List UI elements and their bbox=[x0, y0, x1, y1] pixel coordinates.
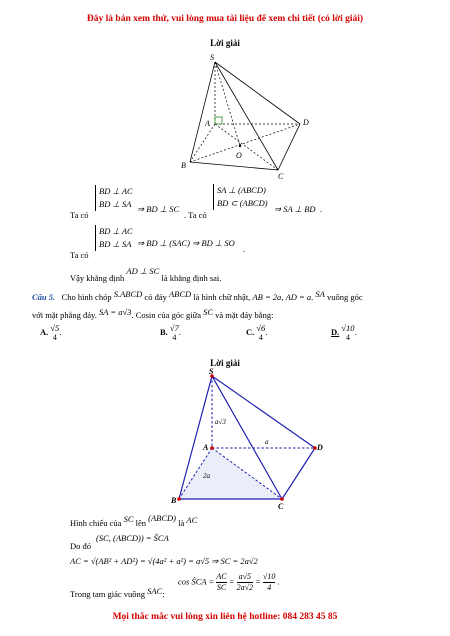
system-3: BD ⊥ AC BD ⊥ SA bbox=[95, 225, 133, 251]
option-d[interactable]: D. √10 4 . bbox=[331, 323, 357, 342]
option-c[interactable]: C. √6 4 . bbox=[246, 323, 268, 342]
ac-equation: AC = √(AB² + AD²) = √(4a² + a²) = a√5 ⇒ SC = 2a√2 bbox=[70, 556, 258, 566]
vertex-label-O: O bbox=[236, 151, 242, 160]
option-b[interactable]: B. √7 4 . bbox=[160, 323, 181, 342]
vertex-label-S: S bbox=[209, 368, 214, 376]
vertex-label-S: S bbox=[210, 53, 214, 62]
question-5-line-2: với mặt phẳng đáy. SA = a√3. Cosin của góc giữa SC và mặt đáy bằng: bbox=[32, 307, 274, 320]
vertex-label-D: D bbox=[303, 118, 309, 127]
pyramid-figure-2 bbox=[165, 368, 335, 513]
pyramid-figure-1 bbox=[170, 52, 320, 180]
question-5-line-1: Câu 5. Cho hình chóp S.ABCD có đáy ABCD là hình chữ nhật, AB = 2a, AD = a. SA vuông góc bbox=[32, 289, 363, 302]
vertex-label-B: B bbox=[181, 161, 186, 170]
hotline-footer: Mọi thắc mắc vui lòng xin liên hệ hotline: 084 283 45 85 bbox=[112, 612, 338, 622]
ta-co-label: Ta có bbox=[70, 210, 89, 220]
do-do-label: Do đó bbox=[70, 541, 92, 551]
edge-label-ad: a bbox=[265, 438, 269, 446]
ta-co-label: Ta có bbox=[70, 250, 89, 260]
vertex-label-C: C bbox=[278, 502, 284, 511]
vertex-label-A: A bbox=[203, 443, 209, 452]
triangle-text: Trong tam giác vuông SAC: bbox=[70, 586, 165, 599]
system-2-result: ⇒ SA ⊥ BD bbox=[274, 204, 316, 214]
preview-notice: Đây là bản xem thử, vui lòng mua tài liệu để xem chi tiết (có lời giải) bbox=[86, 14, 364, 24]
cos-equation: cos ŜCA = $\frac{AC}{SC}$ = $\frac{a√5}{2a√2}$ = $\frac{√10}{4}$ . bbox=[178, 572, 280, 592]
vertex-label-A: A bbox=[205, 119, 210, 128]
system-3-result: ⇒ BD ⊥ (SAC) ⇒ BD ⊥ SO bbox=[137, 238, 235, 248]
option-a[interactable]: A. √5 4 . bbox=[40, 323, 62, 342]
system-1-result: ⇒ BD ⊥ SC bbox=[137, 204, 180, 214]
conclusion-text: Vậy khẳng định AD ⊥ SC là khẳng định sai. bbox=[70, 266, 222, 283]
solution-heading-1: Lời giải bbox=[210, 38, 240, 48]
vertex-label-C: C bbox=[278, 172, 284, 180]
solution-heading-2: Lời giải bbox=[210, 358, 240, 368]
ta-co-label: . Ta có bbox=[184, 210, 207, 220]
question-label: Câu 5. bbox=[32, 292, 56, 302]
system-2: SA ⊥ (ABCD) BD ⊂ (ABCD) bbox=[213, 184, 268, 210]
system-1: BD ⊥ AC BD ⊥ SA bbox=[95, 185, 133, 211]
projection-text: Hình chiếu của SC lên (ABCD) là AC bbox=[70, 513, 198, 528]
vertex-label-D: D bbox=[317, 443, 323, 452]
edge-label-sa: a√3 bbox=[215, 418, 226, 426]
edge-label-ab: 2a bbox=[203, 472, 210, 480]
angle-equation: (SC, (ABCD)) = ŜCA bbox=[96, 533, 169, 543]
vertex-label-B: B bbox=[171, 496, 177, 505]
